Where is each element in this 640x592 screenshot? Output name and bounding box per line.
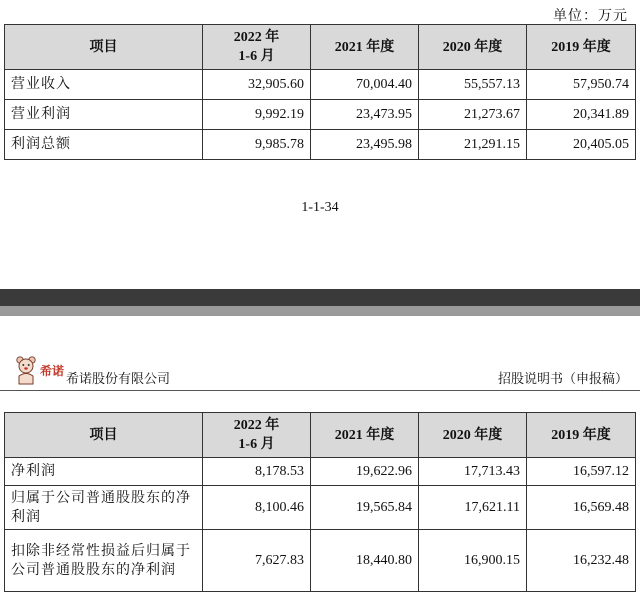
col-header-2020: 2020 年度: [419, 413, 527, 458]
row-label: 归属于公司普通股股东的净利润: [5, 486, 203, 530]
col-header-2021: 2021 年度: [311, 25, 419, 70]
col-header-2022-year: 2022 年: [233, 30, 280, 45]
cell-2022: 9,992.19: [203, 100, 311, 130]
col-header-2022-period: 1-6 月: [238, 437, 275, 452]
cell-2020: 21,273.67: [419, 100, 527, 130]
page-number: 1-1-34: [301, 200, 339, 215]
table-row: [5, 530, 636, 592]
table-header-row: [5, 25, 636, 70]
col-header-2019: 2019 年度: [527, 25, 636, 70]
cell-2022: 32,905.60: [203, 70, 311, 100]
table-row: [5, 130, 636, 160]
cell-2022: 9,985.78: [203, 130, 311, 160]
col-header-2022-period: 1-6 月: [238, 49, 275, 64]
cell-2019: 57,950.74: [527, 70, 636, 100]
col-header-2022: [203, 25, 311, 70]
row-label: 扣除非经常性损益后归属于公司普通股股东的净利润: [5, 530, 203, 592]
page-header: [0, 352, 640, 391]
cell-2019: 16,232.48: [527, 530, 636, 592]
cell-2020: 17,713.43: [419, 458, 527, 486]
cell-2022: 8,178.53: [203, 458, 311, 486]
cell-2021: 70,004.40: [311, 70, 419, 100]
cell-2021: 19,622.96: [311, 458, 419, 486]
logo-text: 希诺: [40, 364, 65, 378]
table-row: [5, 486, 636, 530]
col-header-2020: 2020 年度: [419, 25, 527, 70]
col-header-item: 项目: [5, 25, 203, 70]
col-header-2021: 2021 年度: [311, 413, 419, 458]
cell-2021: 18,440.80: [311, 530, 419, 592]
page-divider: [0, 289, 640, 306]
table-row: [5, 458, 636, 486]
unit-label: 单位：万元: [553, 9, 628, 24]
row-label: 营业收入: [5, 70, 203, 100]
cell-2020: 17,621.11: [419, 486, 527, 530]
cell-2021: 19,565.84: [311, 486, 419, 530]
cell-2019: 16,569.48: [527, 486, 636, 530]
cell-2021: 23,473.95: [311, 100, 419, 130]
table-row: [5, 100, 636, 130]
row-label: 利润总额: [5, 130, 203, 160]
cell-2019: 20,341.89: [527, 100, 636, 130]
financial-table-top: [4, 24, 636, 160]
table-row: [5, 70, 636, 100]
cell-2022: 8,100.46: [203, 486, 311, 530]
col-header-item: 项目: [5, 413, 203, 458]
page-divider-shadow: [0, 306, 640, 316]
cell-2020: 21,291.15: [419, 130, 527, 160]
cell-2019: 16,597.12: [527, 458, 636, 486]
financial-table-bottom: [4, 412, 636, 592]
row-label: 净利润: [5, 458, 203, 486]
cell-2020: 55,557.13: [419, 70, 527, 100]
cell-2019: 20,405.05: [527, 130, 636, 160]
col-header-2022-year: 2022 年: [233, 418, 280, 433]
cell-2022: 7,627.83: [203, 530, 311, 592]
row-label: 营业利润: [5, 100, 203, 130]
company-name: 希诺股份有限公司: [66, 372, 171, 387]
cell-2021: 23,495.98: [311, 130, 419, 160]
table-header-row: [5, 413, 636, 458]
bear-logo-icon: [14, 354, 38, 386]
col-header-2019: 2019 年度: [527, 413, 636, 458]
cell-2020: 16,900.15: [419, 530, 527, 592]
document-name: 招股说明书（申报稿）: [497, 372, 628, 387]
col-header-2022: [203, 413, 311, 458]
